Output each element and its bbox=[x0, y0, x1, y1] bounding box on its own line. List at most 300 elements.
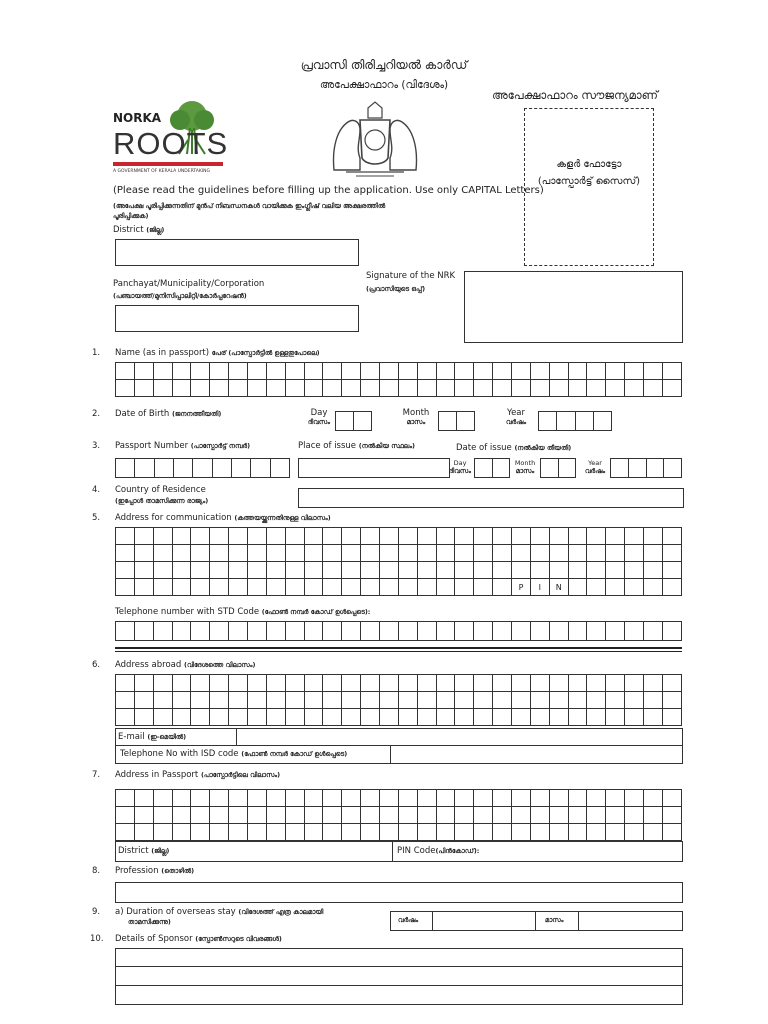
char-cell[interactable] bbox=[436, 622, 455, 641]
char-cell[interactable] bbox=[285, 709, 304, 726]
char-cell[interactable] bbox=[304, 622, 323, 641]
char-cell[interactable] bbox=[266, 692, 285, 709]
char-cell[interactable] bbox=[436, 692, 455, 709]
char-cell[interactable] bbox=[606, 675, 625, 692]
char-cell[interactable] bbox=[342, 363, 361, 380]
char-cell[interactable] bbox=[134, 528, 153, 545]
char-cell[interactable] bbox=[304, 363, 323, 380]
comm-telephone-grid[interactable] bbox=[115, 621, 682, 641]
char-cell[interactable] bbox=[644, 622, 663, 641]
country-input[interactable] bbox=[298, 488, 684, 508]
char-cell[interactable] bbox=[662, 692, 681, 709]
char-cell[interactable] bbox=[625, 790, 644, 807]
char-cell[interactable] bbox=[285, 790, 304, 807]
char-cell[interactable] bbox=[342, 709, 361, 726]
char-cell[interactable] bbox=[193, 459, 212, 478]
char-cell[interactable] bbox=[285, 363, 304, 380]
char-cell[interactable] bbox=[606, 709, 625, 726]
char-cell[interactable] bbox=[474, 562, 493, 579]
char-cell[interactable] bbox=[266, 380, 285, 397]
char-cell[interactable] bbox=[549, 380, 568, 397]
char-cell[interactable] bbox=[361, 363, 380, 380]
char-cell[interactable] bbox=[568, 579, 587, 596]
char-cell[interactable] bbox=[436, 790, 455, 807]
char-cell[interactable] bbox=[285, 807, 304, 824]
char-cell[interactable] bbox=[323, 692, 342, 709]
char-cell[interactable] bbox=[134, 692, 153, 709]
char-cell[interactable] bbox=[172, 692, 191, 709]
char-cell[interactable] bbox=[512, 692, 531, 709]
char-cell[interactable] bbox=[380, 790, 399, 807]
char-cell[interactable] bbox=[285, 562, 304, 579]
char-cell[interactable] bbox=[229, 380, 248, 397]
char-cell[interactable] bbox=[512, 675, 531, 692]
char-cell[interactable] bbox=[134, 790, 153, 807]
char-cell[interactable] bbox=[568, 824, 587, 841]
char-cell[interactable] bbox=[455, 807, 474, 824]
char-cell[interactable] bbox=[644, 790, 663, 807]
char-cell[interactable] bbox=[266, 622, 285, 641]
char-cell[interactable] bbox=[587, 528, 606, 545]
char-cell[interactable] bbox=[153, 579, 172, 596]
char-cell[interactable] bbox=[342, 579, 361, 596]
char-cell[interactable] bbox=[191, 545, 210, 562]
char-cell[interactable] bbox=[304, 562, 323, 579]
char-cell[interactable] bbox=[474, 807, 493, 824]
char-cell[interactable] bbox=[493, 790, 512, 807]
char-cell[interactable] bbox=[248, 824, 267, 841]
char-cell[interactable] bbox=[210, 622, 229, 641]
char-cell[interactable] bbox=[153, 363, 172, 380]
char-cell[interactable] bbox=[172, 363, 191, 380]
char-cell[interactable] bbox=[549, 622, 568, 641]
char-cell[interactable] bbox=[455, 622, 474, 641]
char-cell[interactable] bbox=[493, 709, 512, 726]
char-cell[interactable] bbox=[248, 675, 267, 692]
char-cell[interactable] bbox=[530, 622, 549, 641]
char-cell[interactable] bbox=[417, 528, 436, 545]
char-cell[interactable] bbox=[191, 579, 210, 596]
char-cell[interactable] bbox=[210, 528, 229, 545]
char-cell[interactable] bbox=[304, 675, 323, 692]
char-cell[interactable] bbox=[474, 363, 493, 380]
char-cell[interactable] bbox=[116, 545, 135, 562]
char-cell[interactable] bbox=[587, 545, 606, 562]
char-cell[interactable] bbox=[172, 545, 191, 562]
char-cell[interactable] bbox=[606, 562, 625, 579]
char-cell[interactable] bbox=[248, 528, 267, 545]
char-cell[interactable] bbox=[625, 709, 644, 726]
char-cell[interactable] bbox=[568, 709, 587, 726]
char-cell[interactable] bbox=[436, 709, 455, 726]
char-cell[interactable] bbox=[625, 622, 644, 641]
char-cell[interactable] bbox=[153, 622, 172, 641]
char-cell[interactable] bbox=[398, 545, 417, 562]
dob-day-input[interactable] bbox=[335, 411, 372, 431]
char-cell[interactable] bbox=[361, 528, 380, 545]
char-cell[interactable] bbox=[493, 807, 512, 824]
char-cell[interactable] bbox=[493, 528, 512, 545]
char-cell[interactable] bbox=[342, 528, 361, 545]
char-cell[interactable] bbox=[361, 807, 380, 824]
char-cell[interactable] bbox=[455, 528, 474, 545]
char-cell[interactable] bbox=[549, 709, 568, 726]
char-cell[interactable] bbox=[361, 562, 380, 579]
char-cell[interactable] bbox=[229, 562, 248, 579]
char-cell[interactable] bbox=[512, 545, 531, 562]
char-cell[interactable] bbox=[398, 675, 417, 692]
char-cell[interactable] bbox=[116, 790, 135, 807]
char-cell[interactable] bbox=[361, 545, 380, 562]
char-cell[interactable] bbox=[644, 675, 663, 692]
char-cell[interactable] bbox=[587, 709, 606, 726]
char-cell[interactable] bbox=[361, 692, 380, 709]
char-cell[interactable] bbox=[153, 790, 172, 807]
char-cell[interactable] bbox=[361, 622, 380, 641]
char-cell[interactable] bbox=[380, 622, 399, 641]
char-cell[interactable] bbox=[530, 675, 549, 692]
char-cell[interactable] bbox=[210, 790, 229, 807]
char-cell[interactable] bbox=[342, 675, 361, 692]
char-cell[interactable] bbox=[116, 363, 135, 380]
char-cell[interactable] bbox=[417, 824, 436, 841]
char-cell[interactable] bbox=[304, 528, 323, 545]
char-cell[interactable] bbox=[455, 790, 474, 807]
char-cell[interactable] bbox=[191, 675, 210, 692]
char-cell[interactable] bbox=[229, 709, 248, 726]
char-cell[interactable] bbox=[342, 824, 361, 841]
char-cell[interactable] bbox=[606, 622, 625, 641]
char-cell[interactable] bbox=[398, 528, 417, 545]
char-cell[interactable] bbox=[662, 622, 681, 641]
char-cell[interactable] bbox=[662, 363, 681, 380]
char-cell[interactable] bbox=[474, 692, 493, 709]
char-cell[interactable] bbox=[342, 807, 361, 824]
char-cell[interactable] bbox=[285, 380, 304, 397]
char-cell[interactable] bbox=[116, 807, 135, 824]
char-cell[interactable] bbox=[568, 545, 587, 562]
char-cell[interactable] bbox=[342, 790, 361, 807]
char-cell[interactable] bbox=[644, 709, 663, 726]
char-cell[interactable] bbox=[323, 675, 342, 692]
char-cell[interactable] bbox=[512, 807, 531, 824]
char-cell[interactable] bbox=[587, 363, 606, 380]
char-cell[interactable] bbox=[644, 528, 663, 545]
char-cell[interactable] bbox=[266, 709, 285, 726]
char-cell[interactable] bbox=[134, 622, 153, 641]
char-cell[interactable] bbox=[248, 790, 267, 807]
char-cell[interactable] bbox=[644, 380, 663, 397]
char-cell[interactable] bbox=[436, 562, 455, 579]
char-cell[interactable] bbox=[248, 622, 267, 641]
char-cell[interactable] bbox=[266, 363, 285, 380]
char-cell[interactable] bbox=[134, 709, 153, 726]
char-cell[interactable] bbox=[172, 709, 191, 726]
char-cell[interactable] bbox=[662, 545, 681, 562]
char-cell[interactable] bbox=[116, 622, 135, 641]
char-cell[interactable] bbox=[530, 807, 549, 824]
char-cell[interactable] bbox=[380, 692, 399, 709]
char-cell[interactable] bbox=[530, 562, 549, 579]
char-cell[interactable] bbox=[210, 675, 229, 692]
char-cell[interactable] bbox=[587, 692, 606, 709]
char-cell[interactable] bbox=[606, 545, 625, 562]
char-cell[interactable] bbox=[153, 545, 172, 562]
char-cell[interactable] bbox=[417, 709, 436, 726]
char-cell[interactable] bbox=[568, 622, 587, 641]
char-cell[interactable] bbox=[455, 579, 474, 596]
char-cell[interactable] bbox=[625, 824, 644, 841]
char-cell[interactable] bbox=[512, 790, 531, 807]
panchayat-input[interactable] bbox=[115, 305, 359, 332]
char-cell[interactable] bbox=[266, 807, 285, 824]
char-cell[interactable] bbox=[210, 807, 229, 824]
char-cell[interactable] bbox=[323, 807, 342, 824]
char-cell[interactable] bbox=[474, 675, 493, 692]
char-cell[interactable] bbox=[417, 692, 436, 709]
char-cell[interactable] bbox=[625, 363, 644, 380]
char-cell[interactable] bbox=[361, 579, 380, 596]
char-cell[interactable] bbox=[210, 380, 229, 397]
char-cell[interactable] bbox=[229, 622, 248, 641]
char-cell[interactable] bbox=[172, 675, 191, 692]
district-input[interactable] bbox=[115, 239, 359, 266]
char-cell[interactable] bbox=[625, 562, 644, 579]
char-cell[interactable] bbox=[549, 790, 568, 807]
char-cell[interactable] bbox=[398, 692, 417, 709]
char-cell[interactable] bbox=[398, 562, 417, 579]
char-cell[interactable] bbox=[512, 363, 531, 380]
char-cell[interactable] bbox=[153, 675, 172, 692]
char-cell[interactable] bbox=[229, 579, 248, 596]
char-cell[interactable] bbox=[134, 363, 153, 380]
char-cell[interactable] bbox=[210, 824, 229, 841]
char-cell[interactable] bbox=[625, 380, 644, 397]
char-cell[interactable] bbox=[172, 562, 191, 579]
char-cell[interactable] bbox=[116, 380, 135, 397]
char-cell[interactable] bbox=[662, 709, 681, 726]
char-cell[interactable] bbox=[248, 692, 267, 709]
char-cell[interactable] bbox=[455, 380, 474, 397]
char-cell[interactable] bbox=[323, 363, 342, 380]
signature-box[interactable] bbox=[464, 271, 683, 343]
char-cell[interactable] bbox=[625, 692, 644, 709]
char-cell[interactable] bbox=[436, 807, 455, 824]
char-cell[interactable] bbox=[568, 790, 587, 807]
char-cell[interactable] bbox=[587, 790, 606, 807]
char-cell[interactable] bbox=[266, 579, 285, 596]
char-cell[interactable] bbox=[154, 459, 173, 478]
duration-row[interactable] bbox=[390, 911, 683, 931]
char-cell[interactable] bbox=[625, 545, 644, 562]
char-cell[interactable] bbox=[251, 459, 270, 478]
char-cell[interactable] bbox=[210, 692, 229, 709]
char-cell[interactable] bbox=[153, 807, 172, 824]
char-cell[interactable] bbox=[417, 545, 436, 562]
char-cell[interactable] bbox=[361, 675, 380, 692]
char-cell[interactable] bbox=[455, 692, 474, 709]
abroad-address-grid[interactable] bbox=[115, 674, 682, 726]
char-cell[interactable] bbox=[380, 709, 399, 726]
char-cell[interactable] bbox=[172, 380, 191, 397]
char-cell[interactable] bbox=[493, 545, 512, 562]
char-cell[interactable] bbox=[662, 579, 681, 596]
char-cell[interactable] bbox=[134, 807, 153, 824]
char-cell[interactable] bbox=[568, 675, 587, 692]
char-cell[interactable] bbox=[512, 824, 531, 841]
char-cell[interactable] bbox=[134, 579, 153, 596]
passport-number-grid[interactable] bbox=[115, 458, 290, 478]
char-cell[interactable] bbox=[266, 675, 285, 692]
dob-year-input[interactable] bbox=[538, 411, 612, 431]
char-cell[interactable] bbox=[587, 380, 606, 397]
char-cell[interactable] bbox=[455, 709, 474, 726]
char-cell[interactable] bbox=[323, 790, 342, 807]
char-cell[interactable] bbox=[549, 824, 568, 841]
char-cell[interactable] bbox=[474, 790, 493, 807]
char-cell[interactable] bbox=[436, 363, 455, 380]
char-cell[interactable] bbox=[493, 579, 512, 596]
char-cell[interactable] bbox=[229, 807, 248, 824]
char-cell[interactable] bbox=[398, 579, 417, 596]
char-cell[interactable] bbox=[568, 562, 587, 579]
char-cell[interactable] bbox=[116, 528, 135, 545]
char-cell[interactable] bbox=[417, 807, 436, 824]
char-cell[interactable] bbox=[172, 528, 191, 545]
char-cell[interactable] bbox=[625, 579, 644, 596]
char-cell[interactable] bbox=[417, 380, 436, 397]
char-cell[interactable] bbox=[153, 380, 172, 397]
char-cell[interactable] bbox=[530, 692, 549, 709]
char-cell[interactable] bbox=[512, 562, 531, 579]
char-cell[interactable] bbox=[304, 790, 323, 807]
char-cell[interactable] bbox=[191, 380, 210, 397]
char-cell[interactable] bbox=[455, 363, 474, 380]
char-cell[interactable] bbox=[587, 824, 606, 841]
char-cell[interactable] bbox=[530, 528, 549, 545]
char-cell[interactable] bbox=[191, 562, 210, 579]
char-cell[interactable] bbox=[549, 675, 568, 692]
char-cell[interactable] bbox=[644, 363, 663, 380]
char-cell[interactable] bbox=[342, 622, 361, 641]
char-cell[interactable] bbox=[229, 675, 248, 692]
passport-address-grid[interactable] bbox=[115, 789, 682, 841]
char-cell[interactable] bbox=[229, 545, 248, 562]
char-cell[interactable] bbox=[398, 622, 417, 641]
char-cell[interactable] bbox=[116, 459, 135, 478]
char-cell[interactable] bbox=[493, 562, 512, 579]
char-cell[interactable] bbox=[417, 675, 436, 692]
char-cell[interactable] bbox=[530, 824, 549, 841]
char-cell[interactable] bbox=[304, 807, 323, 824]
char-cell[interactable] bbox=[229, 824, 248, 841]
char-cell[interactable] bbox=[436, 824, 455, 841]
char-cell[interactable] bbox=[380, 528, 399, 545]
char-cell[interactable] bbox=[191, 692, 210, 709]
char-cell[interactable] bbox=[549, 807, 568, 824]
char-cell[interactable] bbox=[342, 562, 361, 579]
char-cell[interactable] bbox=[285, 528, 304, 545]
char-cell[interactable] bbox=[530, 380, 549, 397]
char-cell[interactable] bbox=[587, 562, 606, 579]
char-cell[interactable] bbox=[662, 380, 681, 397]
char-cell[interactable] bbox=[398, 807, 417, 824]
char-cell[interactable] bbox=[134, 545, 153, 562]
char-cell[interactable] bbox=[606, 824, 625, 841]
char-cell[interactable] bbox=[116, 824, 135, 841]
char-cell[interactable] bbox=[285, 824, 304, 841]
char-cell[interactable] bbox=[210, 363, 229, 380]
char-cell[interactable] bbox=[568, 363, 587, 380]
char-cell[interactable] bbox=[266, 790, 285, 807]
char-cell[interactable] bbox=[398, 824, 417, 841]
char-cell[interactable] bbox=[172, 579, 191, 596]
profession-input[interactable] bbox=[115, 882, 683, 903]
char-cell[interactable] bbox=[153, 709, 172, 726]
char-cell[interactable] bbox=[662, 790, 681, 807]
char-cell[interactable] bbox=[134, 380, 153, 397]
char-cell[interactable] bbox=[474, 824, 493, 841]
char-cell[interactable] bbox=[549, 363, 568, 380]
char-cell[interactable] bbox=[153, 528, 172, 545]
char-cell[interactable] bbox=[568, 380, 587, 397]
char-cell[interactable] bbox=[304, 545, 323, 562]
name-grid[interactable] bbox=[115, 362, 682, 397]
char-cell[interactable] bbox=[606, 380, 625, 397]
char-cell[interactable] bbox=[248, 807, 267, 824]
char-cell[interactable] bbox=[323, 380, 342, 397]
char-cell[interactable] bbox=[606, 692, 625, 709]
char-cell[interactable] bbox=[135, 459, 154, 478]
char-cell[interactable] bbox=[173, 459, 192, 478]
char-cell[interactable] bbox=[172, 807, 191, 824]
char-cell[interactable] bbox=[644, 562, 663, 579]
char-cell[interactable] bbox=[587, 579, 606, 596]
char-cell[interactable] bbox=[210, 579, 229, 596]
char-cell[interactable] bbox=[644, 807, 663, 824]
char-cell[interactable] bbox=[625, 528, 644, 545]
char-cell[interactable] bbox=[191, 790, 210, 807]
char-cell[interactable] bbox=[210, 545, 229, 562]
char-cell[interactable] bbox=[134, 824, 153, 841]
char-cell[interactable] bbox=[606, 807, 625, 824]
char-cell[interactable] bbox=[266, 528, 285, 545]
char-cell[interactable] bbox=[512, 380, 531, 397]
issue-month-input[interactable] bbox=[540, 458, 576, 478]
char-cell[interactable] bbox=[644, 824, 663, 841]
char-cell[interactable] bbox=[323, 562, 342, 579]
char-cell[interactable] bbox=[191, 528, 210, 545]
char-cell[interactable] bbox=[153, 824, 172, 841]
char-cell[interactable] bbox=[417, 622, 436, 641]
char-cell[interactable] bbox=[530, 709, 549, 726]
char-cell[interactable] bbox=[455, 675, 474, 692]
char-cell[interactable] bbox=[474, 709, 493, 726]
char-cell[interactable] bbox=[212, 459, 231, 478]
char-cell[interactable] bbox=[116, 579, 135, 596]
sponsor-input[interactable] bbox=[115, 948, 683, 1005]
char-cell[interactable] bbox=[662, 807, 681, 824]
char-cell[interactable] bbox=[662, 824, 681, 841]
char-cell[interactable] bbox=[323, 528, 342, 545]
char-cell[interactable] bbox=[493, 363, 512, 380]
dob-month-input[interactable] bbox=[438, 411, 475, 431]
char-cell[interactable] bbox=[549, 692, 568, 709]
char-cell[interactable] bbox=[248, 363, 267, 380]
char-cell[interactable] bbox=[323, 824, 342, 841]
char-cell[interactable] bbox=[342, 380, 361, 397]
char-cell[interactable] bbox=[304, 824, 323, 841]
